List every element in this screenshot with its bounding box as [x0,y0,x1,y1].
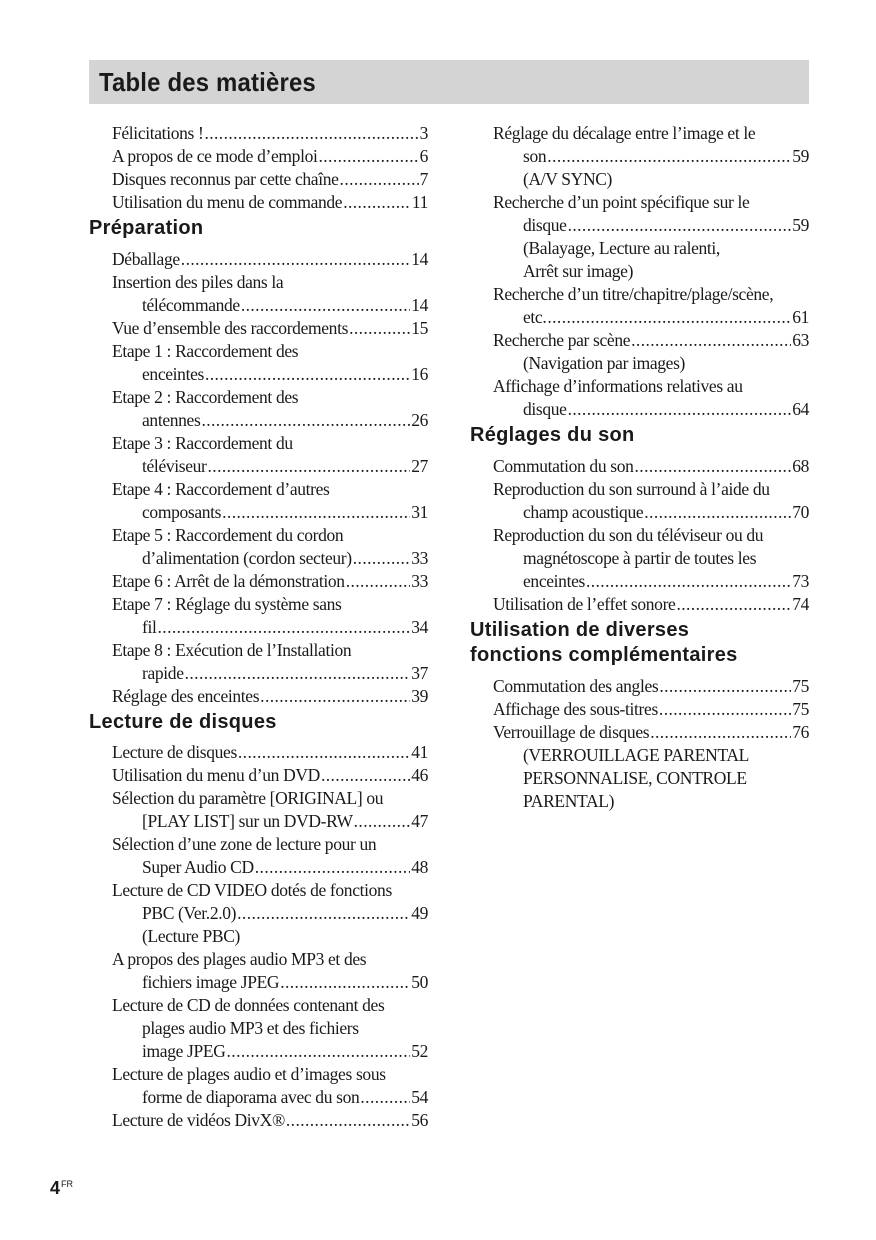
entry-text: rapide [142,662,184,683]
toc-line [493,721,809,744]
entry-text: Super Audio CD [142,857,254,877]
toc-entry [89,994,428,1063]
toc-line [112,948,428,971]
page-ref: 75 [792,698,809,719]
toc-line [112,570,428,593]
toc-line [493,593,809,616]
toc-line [493,122,809,145]
entry-text: Affichage des sous-titres [493,698,658,719]
entry-note: PARENTAL) [523,790,615,811]
entry-text: d’alimentation (cordon secteur) [142,547,352,568]
toc-line [112,1109,428,1132]
toc-line [493,478,809,501]
toc-line [112,317,428,340]
entry-text: disque [523,399,567,419]
entry-note: (A/V SYNC) [523,169,613,189]
page-ref: 3 [419,123,428,143]
dot-leader [319,145,419,168]
toc-entry [89,639,428,685]
entry-text: Etape 7 : Réglage du système sans [112,593,342,614]
page-number-value: 4 [50,1178,61,1198]
entry-text: Utilisation de l’effet sonore [493,593,676,614]
toc-line [493,455,809,478]
entry-note: (Navigation par images) [523,353,686,373]
entry-text: Disques reconnus par cette chaîne [112,169,339,189]
toc-line [112,501,428,524]
toc-line [493,191,809,214]
toc-entry [470,698,809,721]
entry-text: antennes [142,409,201,430]
toc-entry [470,721,809,813]
page-ref: 63 [792,330,809,350]
dot-leader [568,214,792,237]
entry-text: fichiers image JPEG [142,972,280,992]
toc-group [470,122,809,421]
page-ref: 70 [792,501,809,522]
dot-leader [238,741,410,764]
page-ref: 49 [411,903,428,923]
toc-line [112,685,428,708]
section-heading-preparation: Préparation [89,217,204,239]
entry-note: (Balayage, Lecture au ralenti, [523,238,720,258]
toc-entry [470,593,809,616]
entry-note: Arrêt sur image) [523,261,634,281]
toc-subline [493,352,809,375]
toc-line [112,386,428,409]
toc-line [112,902,428,925]
dot-leader [222,501,410,524]
entry-text: enceintes [142,363,204,384]
toc-entry [470,375,809,421]
toc-line [112,1040,428,1063]
page-ref: 59 [792,215,809,235]
toc-entry [470,455,809,478]
toc-line [493,283,809,306]
entry-text: télécommande [142,294,240,315]
entry-text: Utilisation du menu d’un DVD [112,765,320,785]
entry-text: Etape 5 : Raccordement du cordon [112,524,344,545]
toc-entry [470,283,809,329]
section-heading-son: Réglages du son [470,424,635,446]
toc-line [493,501,809,524]
toc-entry [89,386,428,432]
toc-entry [470,122,809,191]
toc-subline [493,767,809,790]
page-ref: 33 [411,570,428,591]
entry-text: Sélection d’une zone de lecture pour un [112,834,377,854]
toc-entry [89,168,428,191]
toc-line [112,994,428,1017]
toc-entry [89,1063,428,1109]
entry-text: Recherche d’un point spécifique sur le [493,192,750,212]
page-ref: 50 [411,972,428,992]
dot-leader [208,455,411,478]
dot-leader [659,675,791,698]
toc-line [112,593,428,616]
dot-leader [644,501,791,524]
toc-line [112,639,428,662]
toc-entry [89,685,428,708]
page-ref: 7 [419,169,428,189]
entry-text: Lecture de plages audio et d’images sous [112,1064,386,1084]
toc-entry [89,879,428,948]
toc-entry [89,432,428,478]
entry-text: Recherche d’un titre/chapitre/plage/scène, [493,284,774,304]
dot-leader [547,306,791,329]
heading-line: Utilisation de diverses [470,618,690,641]
page-ref: 33 [411,547,428,568]
toc-entry [470,329,809,375]
entry-text: Etape 6 : Arrêt de la démonstration [112,570,345,591]
page-ref: 11 [411,192,428,212]
toc-line [493,570,809,593]
toc-line [112,145,428,168]
dot-leader [349,317,410,340]
language-code: FR [61,1179,74,1189]
dot-leader [586,570,791,593]
dot-leader [205,363,410,386]
entry-text: Commutation des angles [493,675,659,696]
page-ref: 59 [792,146,809,166]
dot-leader [354,810,411,833]
toc-subline [493,237,809,260]
entry-text: magnétoscope à partir de toutes les [523,547,757,568]
page-title: Table des matières [99,66,316,97]
dot-leader [353,547,410,570]
page-number [50,1178,73,1199]
toc-line [493,306,809,329]
toc-entry [89,145,428,168]
entry-text: etc. [523,307,547,327]
toc-entry [89,271,428,317]
toc-line [112,432,428,455]
entry-text: composants [142,501,222,522]
dot-leader [340,168,419,191]
dot-leader [158,616,411,639]
entry-text: Verrouillage de disques [493,721,650,742]
toc-line [493,329,809,352]
entry-note: (VERROUILLAGE PARENTAL [523,744,750,765]
entry-text: Etape 3 : Raccordement du [112,432,293,453]
entry-text: Recherche par scène [493,330,631,350]
toc-subline [493,260,809,283]
toc-entry [470,675,809,698]
toc-line [112,478,428,501]
page-ref: 31 [411,501,428,522]
toc-line [112,833,428,856]
entry-text: Lecture de disques [112,742,237,762]
page-ref: 73 [792,570,809,591]
entry-text: Commutation du son [493,455,634,476]
dot-leader [631,329,791,352]
toc-line [112,340,428,363]
toc-entry [89,122,428,145]
toc-entry [470,191,809,283]
toc-line [112,1086,428,1109]
toc-entry [89,787,428,833]
entry-text: Etape 8 : Exécution de l’Installation [112,639,352,660]
page-ref: 56 [411,1110,428,1130]
entry-text: PBC (Ver.2.0) [142,903,237,923]
toc-line [112,764,428,787]
entry-text: Etape 2 : Raccordement des [112,386,299,407]
entry-text: fil [142,616,157,637]
entry-text: son [523,146,547,166]
toc-line [112,810,428,833]
page-ref: 68 [792,455,809,476]
dot-leader [343,191,411,214]
dot-leader [260,685,410,708]
toc-line [493,547,809,570]
toc-entry [89,833,428,879]
page-ref: 14 [411,248,428,269]
page-ref: 37 [411,662,428,683]
toc-entry [89,248,428,271]
toc-line [112,662,428,685]
toc-subline [493,168,809,191]
entry-text: [PLAY LIST] sur un DVD-RW [142,811,353,831]
entry-text: forme de diaporama avec du son [142,1087,360,1107]
dot-leader [280,971,410,994]
toc-entry [89,191,428,214]
right-column [470,122,809,813]
toc-line [493,214,809,237]
entry-text: Etape 1 : Raccordement des [112,340,299,361]
entry-text: champ acoustique [523,501,644,522]
toc-line [112,524,428,547]
toc-group [470,455,809,616]
toc-entry [89,764,428,787]
entry-text: Déballage [112,248,180,269]
entry-text: Lecture de CD de données contenant des [112,995,385,1015]
toc-line [112,787,428,810]
dot-leader [286,1109,410,1132]
entry-note: PERSONNALISE, CONTROLE [523,767,747,788]
dot-leader [676,593,791,616]
dot-leader [346,570,411,593]
toc-entry [89,340,428,386]
dot-leader [635,455,792,478]
left-column [89,122,428,1132]
toc-entry [89,1109,428,1132]
dot-leader [255,856,410,879]
dot-leader [321,764,410,787]
toc-entry [89,478,428,524]
dot-leader [185,662,411,685]
page-ref: 76 [792,721,809,742]
entry-text: Réglage des enceintes [112,685,260,706]
toc-entry [89,741,428,764]
dot-leader [204,122,418,145]
entry-text: image JPEG [142,1041,226,1061]
dot-leader [241,294,410,317]
dot-leader [650,721,791,744]
toc-line [112,294,428,317]
dot-leader [547,145,791,168]
toc-group [89,122,428,214]
entry-text: Vue d’ensemble des raccordements [112,317,349,338]
title-bar [89,60,809,104]
page-ref: 27 [411,455,428,476]
page-ref: 46 [411,765,428,785]
entry-text: Sélection du paramètre [ORIGINAL] ou [112,788,384,808]
dot-leader [181,248,410,271]
toc-line [112,191,428,214]
page-ref: 26 [411,409,428,430]
entry-text: plages audio MP3 et des fichiers [142,1018,359,1038]
toc-group [470,675,809,813]
toc-line [493,698,809,721]
toc-group [89,248,428,708]
page-ref: 41 [411,742,428,762]
page-ref: 47 [411,811,428,831]
entry-text: Insertion des piles dans la [112,271,284,292]
toc-line [112,168,428,191]
toc-line [112,879,428,902]
toc-group [89,741,428,1132]
toc-entry [470,524,809,593]
page-ref: 75 [792,675,809,696]
toc-subline [112,925,428,948]
toc-entry [89,317,428,340]
page-ref: 48 [411,857,428,877]
entry-text: enceintes [523,570,585,591]
entry-text: A propos de ce mode d’emploi [112,146,318,166]
toc-line [112,971,428,994]
toc-line [112,455,428,478]
toc-line [112,363,428,386]
toc-line [112,409,428,432]
page-ref: 15 [411,317,428,338]
toc-line [112,271,428,294]
page-ref: 61 [792,307,809,327]
toc-line [493,375,809,398]
toc-line [112,1063,428,1086]
heading-line: fonctions complémentaires [470,644,738,666]
page-ref: 54 [411,1087,428,1107]
dot-leader [237,902,410,925]
toc-entry [89,948,428,994]
toc-line [493,145,809,168]
section-heading-lecture: Lecture de disques [89,710,277,733]
toc-line [112,741,428,764]
toc-entry [89,593,428,639]
entry-text: disque [523,215,567,235]
section-heading-diverses [470,618,809,669]
dot-leader [201,409,410,432]
page-ref: 34 [411,616,428,637]
toc-line [112,248,428,271]
toc-line [112,122,428,145]
toc-entry [89,570,428,593]
toc-subline [493,790,809,813]
dot-leader [659,698,791,721]
entry-text: Lecture de vidéos DivX® [112,1110,285,1130]
dot-leader [568,398,792,421]
page-ref: 52 [411,1041,428,1061]
page-ref: 6 [419,146,428,166]
toc-entry [470,478,809,524]
page-ref: 64 [792,399,809,419]
toc-line [112,616,428,639]
entry-text: Lecture de CD VIDEO dotés de fonctions [112,880,392,900]
entry-text: Affichage d’informations relatives au [493,376,743,396]
dot-leader [360,1086,410,1109]
toc-line [112,1017,428,1040]
entry-text: Félicitations ! [112,123,204,143]
entry-note: (Lecture PBC) [142,926,240,946]
entry-text: Utilisation du menu de commande [112,192,343,212]
toc-line [112,856,428,879]
page-ref: 14 [411,294,428,315]
toc-subline [493,744,809,767]
page-ref: 39 [411,685,428,706]
dot-leader [227,1040,411,1063]
toc-entry [89,524,428,570]
entry-text: Reproduction du son surround à l’aide du [493,478,770,499]
entry-text: A propos des plages audio MP3 et des [112,949,367,969]
toc-line [112,547,428,570]
toc-line [493,398,809,421]
entry-text: téléviseur [142,455,207,476]
page-ref: 16 [411,363,428,384]
toc-line [493,675,809,698]
entry-text: Etape 4 : Raccordement d’autres [112,478,330,499]
page-ref: 74 [792,593,809,614]
entry-text: Reproduction du son du téléviseur ou du [493,524,764,545]
entry-text: Réglage du décalage entre l’image et le [493,123,756,143]
toc-line [493,524,809,547]
